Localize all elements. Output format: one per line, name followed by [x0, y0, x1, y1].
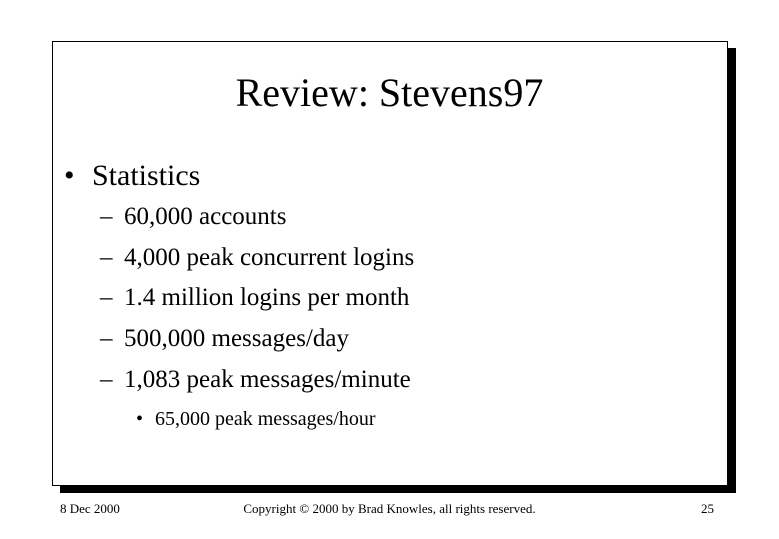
sub-bullet-text: 60,000 accounts — [124, 203, 287, 230]
footer-copyright: Copyright © 2000 by Brad Knowles, all rights reserved. — [243, 501, 536, 516]
dash-icon: – — [100, 365, 113, 393]
bullet-icon: • — [64, 159, 75, 192]
sub-bullet-text: 500,000 messages/day — [124, 325, 349, 353]
nested-bullet — [136, 406, 376, 432]
slide-title: Review: Stevens97 — [235, 70, 544, 115]
footer-page-number: 25 — [701, 501, 714, 516]
bullet-statistics — [64, 158, 200, 194]
bullet-icon: • — [136, 408, 144, 430]
sub-bullet-item — [100, 243, 414, 284]
dash-icon: – — [100, 243, 113, 271]
sub-bullet-item — [100, 283, 414, 324]
sub-bullet-item — [100, 324, 414, 365]
bullet-label: Statistics — [92, 159, 201, 192]
sub-bullet-text: 4,000 peak concurrent logins — [124, 243, 415, 271]
sub-bullet-list — [100, 202, 414, 405]
dash-icon: – — [100, 284, 113, 312]
dash-icon: – — [100, 203, 113, 230]
sub-bullet-text: 1.4 million logins per month — [124, 284, 410, 312]
sub-bullet-text: 1,083 peak messages/minute — [124, 365, 411, 393]
sub-bullet-item — [100, 365, 414, 406]
nested-bullet-text: 65,000 peak messages/hour — [155, 408, 376, 430]
sub-bullet-item — [100, 202, 414, 243]
dash-icon: – — [100, 325, 113, 353]
footer-date: 8 Dec 2000 — [60, 501, 120, 516]
